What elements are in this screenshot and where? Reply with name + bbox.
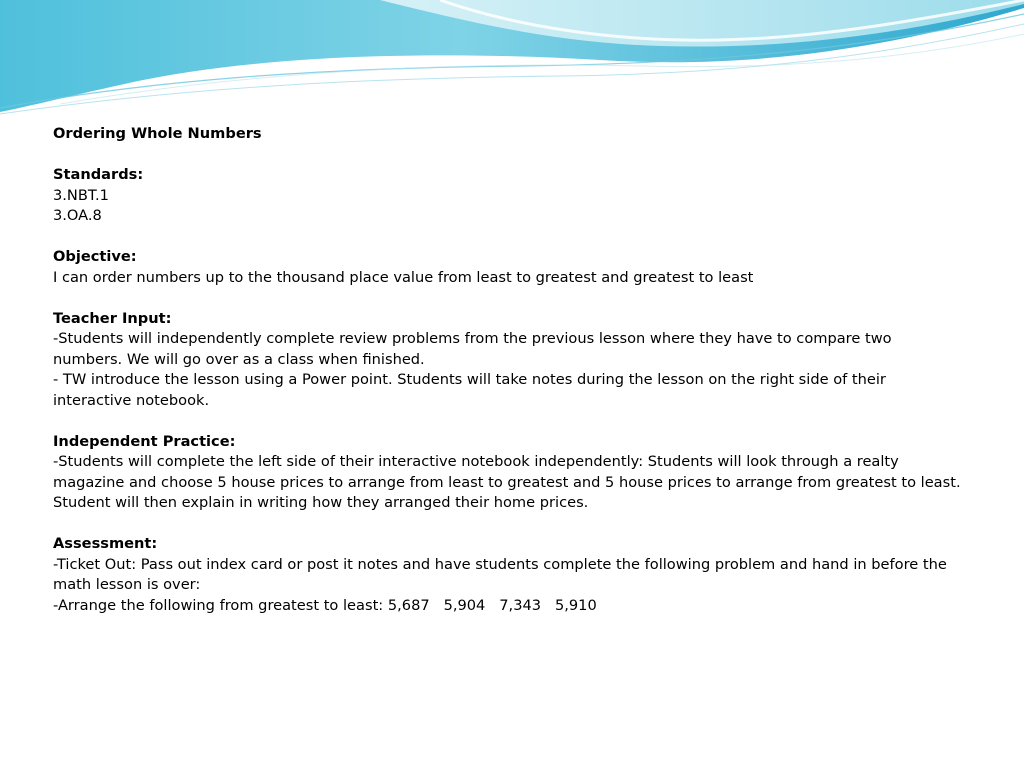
lesson-plan-body	[53, 124, 963, 616]
teacher-input-heading: Teacher Input:	[53, 309, 172, 327]
standards-heading: Standards:	[53, 166, 144, 183]
independent-practice-heading: Independent Practice:	[53, 432, 236, 450]
number-value: 5,910	[554, 596, 597, 614]
wave-header-decoration	[0, 0, 1024, 120]
independent-practice-text: -Students will complete the left side of their interactive notebook independently: Students will look through a realty magazine and choose 5 house prices to arrange from least to greatest and 5 house prices to arrange from greatest to least. Student will then explain in writing how they arranged their home prices.	[53, 453, 961, 511]
standard-item: 3.NBT.1	[53, 186, 109, 204]
ticket-out-text: -Ticket Out: Pass out index card or post it notes and have students complete the following problem and hand in before the math lesson is over:	[53, 555, 947, 593]
arrange-prompt: -Arrange the following from greatest to least:	[53, 596, 388, 614]
number-value: 5,904	[443, 596, 486, 614]
teacher-input-line: - TW introduce the lesson using a Power point. Students will take notes during the lesson on the right side of their interactive notebook.	[53, 371, 886, 409]
lesson-title: Ordering Whole Numbers	[53, 125, 262, 142]
number-value: 7,343	[499, 596, 542, 614]
assessment-heading: Assessment:	[53, 535, 158, 552]
arrange-line	[53, 596, 963, 617]
objective-heading: Objective:	[53, 248, 137, 265]
objective-text: I can order numbers up to the thousand place value from least to greatest and greatest to least	[53, 268, 754, 286]
teacher-input-line: -Students will independently complete review problems from the previous lesson where they have to compare two numbers. We will go over as a class when finished.	[53, 330, 892, 368]
standard-item: 3.OA.8	[53, 207, 102, 224]
number-value: 5,687	[387, 596, 430, 614]
